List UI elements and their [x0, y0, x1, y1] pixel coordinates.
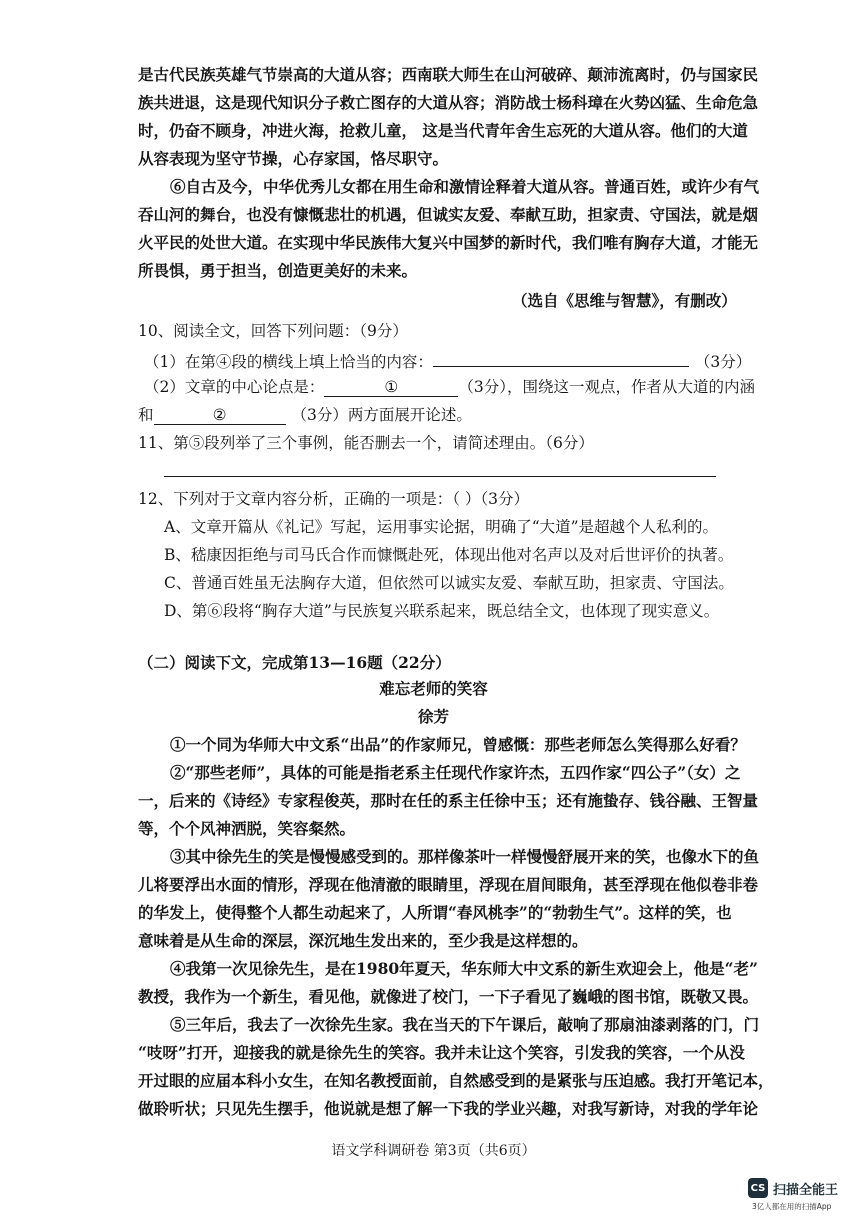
q10-sub3 [138, 404, 472, 426]
q10-sub3-prefix: 和 [138, 406, 154, 424]
page-footer: 语文学科调研卷 第3页（共6页） [331, 1143, 536, 1159]
q10-sub1-score: （3分） [694, 353, 752, 371]
q10-blank-2[interactable]: ② [154, 406, 286, 425]
article-line-6: 儿将要浮出水面的情形，浮现在他清澈的眼睛里，浮现在眉间眼角，甚至浮现在他似卷非卷 [138, 875, 759, 894]
q12-stem: 12、下列对于文章内容分析，正确的一项是：（ ）（3分） [138, 490, 530, 508]
article-line-2: ②“那些老师”，具体的可能是指老系主任现代作家许杰，五四作家“四公子”（女）之 [170, 763, 741, 782]
article-line-7: 的华发上，使得整个人都生动起来了，人所谓“春风桃李”的“勃勃生气”。这样的笑，也 [138, 903, 732, 922]
article-line-9: ④我第一次见徐先生，是在1980年夏天，华东师大中文系的新生欢迎会上，他是“老” [170, 959, 758, 978]
article-line-4: 等，个个风神洒脱，笑容粲然。 [138, 819, 356, 838]
source-note: （选自《思维与智慧》，有删改） [512, 291, 737, 310]
q10-sub2-tail: （3分），围绕这一观点，作者从大道的内涵 [458, 378, 755, 396]
article-author: 徐芳 [417, 707, 449, 726]
passage1-line-1: 是古代民族英雄气节崇高的大道从容；西南联大师生在山河破碎、颠沛流离时，仍与国家民 [138, 65, 759, 84]
passage1-line-7: 火平民的处世大道。在实现中华民族伟大复兴中国梦的新时代，我们唯有胸存大道，才能无 [138, 233, 759, 252]
scanner-watermark [748, 1178, 838, 1198]
q10-blank-1[interactable]: ① [324, 378, 458, 397]
article-line-5: ③其中徐先生的笑是慢慢感受到的。那样像茶叶一样慢慢舒展开来的笑，也像水下的鱼 [170, 847, 760, 866]
q11-answer-line[interactable] [164, 476, 716, 477]
passage1-line-2: 族共进退，这是现代知识分子救亡图存的大道从容；消防战士杨科璋在火势凶猛、生命危急 [138, 93, 759, 112]
q10-stem: 10、阅读全文，回答下列问题：（9分） [138, 322, 408, 340]
article-line-8: 意味着是从生命的深层，深沉地生发出来的，至少我是这样想的。 [138, 931, 588, 950]
passage1-line-4: 从容表现为坚守节操，心存家国，恪尽职守。 [138, 149, 449, 168]
q12-option-a: A、文章开篇从《礼记》写起，运用事实论据，明确了“大道”是超越个人私利的。 [164, 518, 719, 536]
article-line-1: ①一个同为华师大中文系“出品”的作家师兄，曾感慨：那些老师怎么笑得那么好看？ [170, 735, 746, 754]
passage1-line-6: 吞山河的舞台，也没有慷慨悲壮的机遇，但诚实友爱、奉献互助，担家责、守国法，就是烟 [138, 205, 759, 224]
q12-option-b: B、嵇康因拒绝与司马氏合作而慷慨赴死，体现出他对名声以及对后世评价的执著。 [164, 546, 734, 564]
article-line-14: 做聆听状；只见先生摆手，他说就是想了解一下我的学业兴趣，对我写新诗，对我的学年论 [138, 1099, 759, 1118]
article-title: 难忘老师的笑容 [379, 679, 488, 698]
article-line-10: 教授，我作为一个新生，看见他，就像进了校门，一下子看见了巍峨的图书馆，既敬又畏。 [138, 987, 759, 1006]
q11-stem: 11、第⑤段列举了三个事例，能否删去一个，请简述理由。（6分） [138, 434, 594, 452]
section2-heading: （二）阅读下文，完成第13—16题（22分） [138, 653, 451, 672]
passage1-line-5: ⑥自古及今，中华优秀儿女都在用生命和激情诠释着大道从容。普通百姓，或许少有气 [170, 177, 760, 196]
q10-sub1-answer-blank[interactable] [433, 348, 689, 367]
passage1-line-8: 所畏惧，勇于担当，创造更美好的未来。 [138, 261, 418, 280]
article-line-11: ⑤三年后，我去了一次徐先生家。我在当天的下午课后，敲响了那扇油漆剥落的门，门 [170, 1015, 760, 1034]
q10-sub1 [144, 348, 751, 373]
passage1-line-3: 时，仍奋不顾身，冲进火海，抢救儿童， 这是当代青年舍生忘死的大道从容。他们的大道 [138, 121, 748, 140]
watermark-tagline: 3亿人都在用的扫描App [752, 1202, 832, 1211]
q12-option-c: C、普通百姓虽无法胸存大道，但依然可以诚实友爱、奉献互助，担家责、守国法。 [164, 574, 734, 592]
article-line-12: “吱呀”打开，迎接我的就是徐先生的笑容。我并未让这个笑容，引发我的笑容，一个从没 [138, 1043, 745, 1062]
q10-sub3-tail: （3分）两方面展开论述。 [291, 406, 472, 424]
watermark-app-name: 扫描全能王 [773, 1182, 839, 1198]
q10-sub2 [144, 376, 755, 398]
article-line-3: 一，后来的《诗经》专家程俊英，那时在任的系主任徐中玉；还有施蛰存、钱谷融、王智量 [138, 791, 759, 810]
camscanner-logo-icon: CS [748, 1178, 768, 1198]
q12-option-d: D、第⑥段将“胸存大道”与民族复兴联系起来，既总结全文，也体现了现实意义。 [164, 602, 720, 620]
article-line-13: 开过眼的应届本科小女生，在知名教授面前，自然感受到的是紧张与压迫感。我打开笔记本， [138, 1071, 774, 1090]
q10-sub1-prompt: （1）在第④段的横线上填上恰当的内容： [144, 353, 433, 371]
q10-sub2-prompt: （2）文章的中心论点是： [144, 378, 325, 396]
